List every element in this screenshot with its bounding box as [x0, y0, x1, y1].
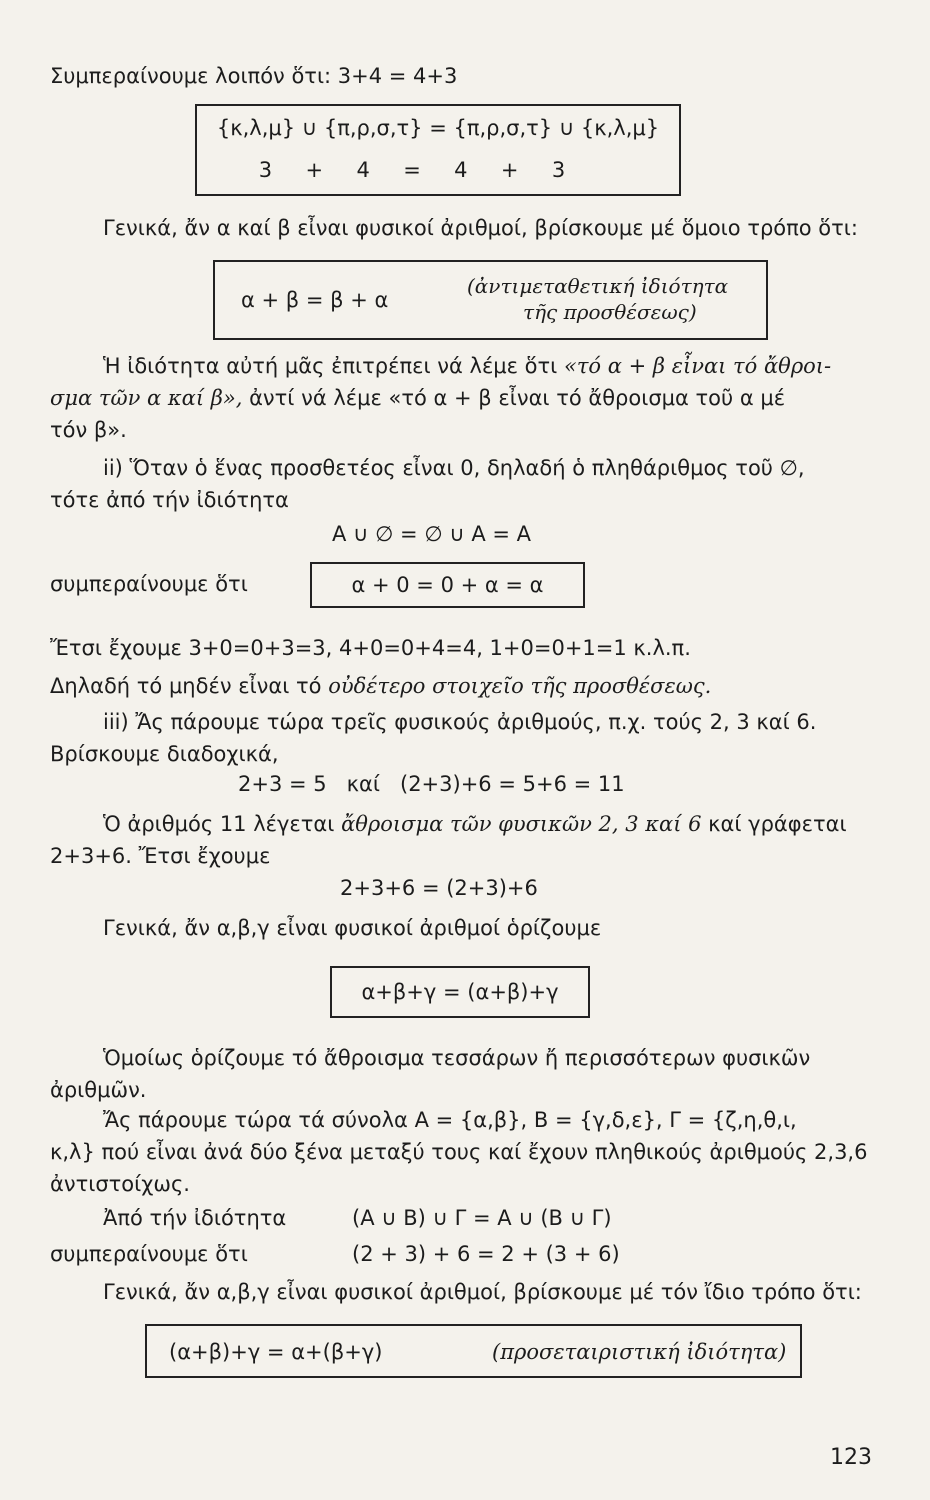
text-span: ἀντί νά λέμε «τό α + β εἶναι τό ἄθροισμα τοῦ α μέ [249, 386, 786, 410]
paragraph-line: ἀριθμῶν. [50, 1078, 147, 1102]
general-statement: Γενικά, ἄν α,β,γ εἶναι φυσικοί ἀριθμοί, βρίσκουμε μέ τόν ἴδιο τρόπο ὅτι: [103, 1280, 862, 1304]
text-span: Δηλαδή τό μηδέν εἶναι τό [50, 674, 322, 698]
sum-definition-formula: α+β+γ = (α+β)+γ [361, 980, 559, 1004]
paragraph-line: iii) Ἄς πάρουμε τώρα τρεῖς φυσικούς ἀριθμούς, π.χ. τούς 2, 3 καί 6. [103, 710, 817, 734]
paragraph-line: τόν β». [50, 418, 127, 442]
paragraph-line [103, 352, 831, 380]
set-union-equation: {κ,λ,μ} ∪ {π,ρ,σ,τ} = {π,ρ,σ,τ} ∪ {κ,λ,μ} [216, 116, 660, 140]
paragraph-line: ἀντιστοίχως. [50, 1172, 190, 1196]
text-span: καί γράφεται [708, 812, 847, 836]
paragraph-line: κ,λ} πού εἶναι ἀνά δύο ξένα μεταξύ τους καί ἔχουν πληθικούς ἀριθμούς 2,3,6 [50, 1140, 868, 1164]
commutative-note-2: τῆς προσθέσεως) [523, 300, 697, 324]
paragraph-line [50, 672, 711, 700]
paragraph-line [50, 384, 785, 412]
general-statement: Γενικά, ἄν α καί β εἶναι φυσικοί ἀριθμοί, βρίσκουμε μέ ὅμοιο τρόπο ὅτι: [103, 216, 858, 240]
paragraph-line: Ἄς πάρουμε τώρα τά σύνολα A = {α,β}, B = {γ,δ,ε}, Γ = {ζ,η,θ,ι, [103, 1108, 797, 1132]
paragraph-line: Ὁμοίως ὁρίζουμε τό ἄθροισμα τεσσάρων ἤ περισσότερων φυσικῶν [103, 1046, 811, 1070]
set-associative-equation: (A ∪ B) ∪ Γ = A ∪ (B ∪ Γ) [352, 1206, 612, 1230]
paragraph-line: τότε ἀπό τήν ἰδιότητα [50, 488, 289, 512]
commutative-formula: α + β = β + α [241, 288, 389, 312]
conclusion-label: συμπεραίνουμε ὅτι [50, 572, 248, 596]
paragraph-line [103, 810, 847, 838]
text-span: Ἡ ἰδιότητα αὐτή μᾶς ἐπιτρέπει νά λέμε ὅτι [103, 354, 558, 378]
union-identity-equation: A ∪ ∅ = ∅ ∪ A = A [332, 522, 532, 546]
neutral-formula: α + 0 = 0 + α = α [351, 573, 544, 597]
commutative-box [213, 260, 768, 340]
italic-span: «τό α + β εἶναι τό ἄθροι- [563, 354, 832, 378]
italic-span: ἄθροισμα τῶν φυσικῶν 2, 3 καί 6 [341, 812, 702, 836]
conclusion-line: Συμπεραίνουμε λοιπόν ὅτι: 3+4 = 4+3 [50, 64, 458, 88]
set-union-box [195, 104, 681, 196]
page-number: 123 [830, 1445, 872, 1470]
paragraph-line: 2+3+6. Ἔτσι ἔχουμε [50, 844, 271, 868]
text-span: Ὁ ἀριθμός 11 λέγεται [103, 812, 335, 836]
conclusion-label: συμπεραίνουμε ὅτι [50, 1242, 248, 1266]
paragraph-line: Ἔτσι ἔχουμε 3+0=0+3=3, 4+0=0+4=4, 1+0=0+1=1 κ.λ.π. [50, 636, 691, 660]
associative-note: (προσεταιριστική ἰδιότητα) [492, 1340, 787, 1364]
paragraph-line: Γενικά, ἄν α,β,γ εἶναι φυσικοί ἀριθμοί ὁρίζουμε [103, 916, 602, 940]
associative-box [145, 1324, 802, 1378]
number-associative-equation: (2 + 3) + 6 = 2 + (3 + 6) [352, 1242, 620, 1266]
paragraph-line: Βρίσκουμε διαδοχικά, [50, 742, 279, 766]
italic-span: οὐδέτερο στοιχεῖο τῆς προσθέσεως. [328, 674, 712, 698]
italic-span: σμα τῶν α καί β», [50, 386, 243, 410]
sequential-sum-equation: 2+3 = 5 καί (2+3)+6 = 5+6 = 11 [238, 772, 625, 796]
neutral-element-box [310, 562, 585, 608]
sum-definition-box [330, 966, 590, 1018]
sum-definition-equation: 2+3+6 = (2+3)+6 [340, 876, 538, 900]
associative-formula: (α+β)+γ = α+(β+γ) [169, 1340, 383, 1364]
property-label: Ἀπό τήν ἰδιότητα [103, 1206, 287, 1230]
paragraph-line: ii) Ὅταν ὁ ἕνας προσθετέος εἶναι 0, δηλαδή ὁ πληθάριθμος τοῦ ∅, [103, 456, 805, 480]
commutative-note-1: (ἀντιμεταθετική ἰδιότητα [467, 274, 729, 298]
number-equation: 3 + 4 = 4 + 3 [258, 158, 566, 182]
